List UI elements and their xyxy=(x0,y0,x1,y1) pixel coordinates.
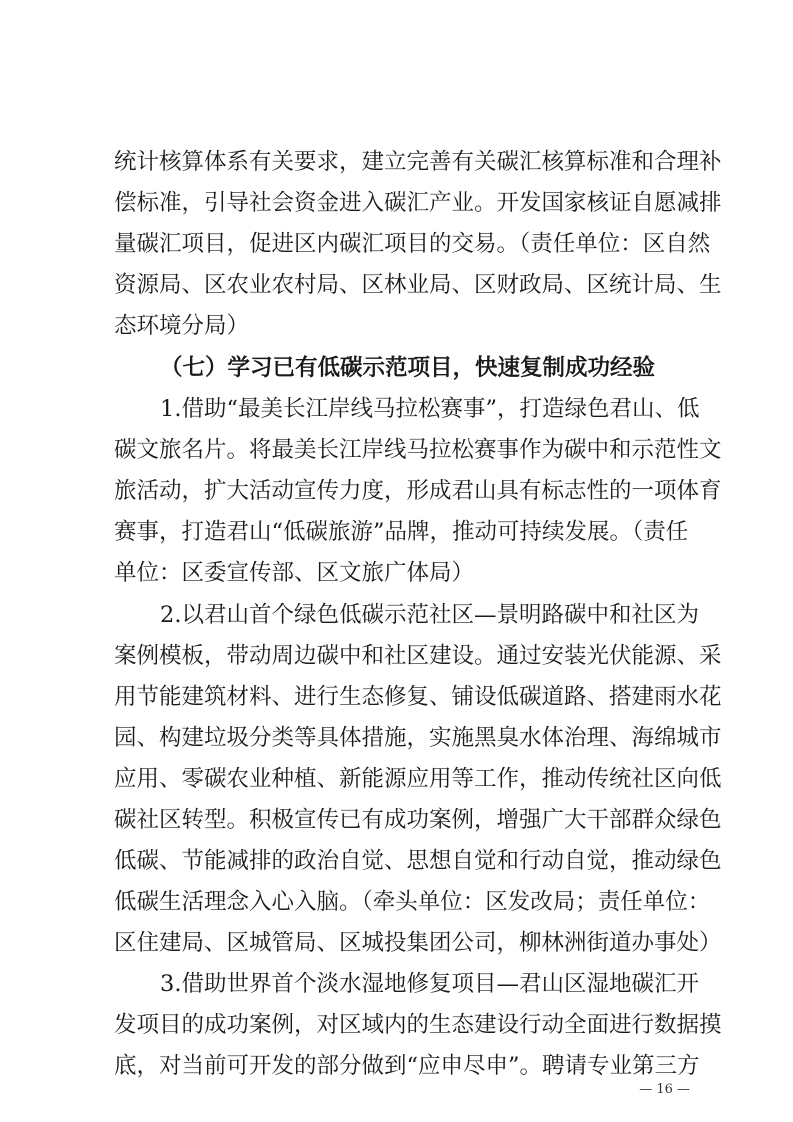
item-3-line: 发项目的成功案例，对区域内的生态建设行动全面进行数据摸 xyxy=(114,1012,722,1038)
item-1-line: 1.借助“最美长江岸线马拉松赛事”，打造绿色君山、低 xyxy=(160,396,700,422)
item-2-line: 区住建局、区城管局、区城投集团公司，柳林洲街道办事处） xyxy=(114,930,722,956)
item-3-line: 底，对当前可开发的部分做到“应申尽申”。聘请专业第三方 xyxy=(114,1053,700,1079)
section-heading: （七）学习已有低碳示范项目，快速复制成功经验 xyxy=(160,355,656,381)
paragraph-line: 统计核算体系有关要求，建立完善有关碳汇核算标准和合理补 xyxy=(114,149,722,175)
paragraph-line: 资源局、区农业农村局、区林业局、区财政局、区统计局、生 xyxy=(114,272,722,298)
item-2-line: 案例模板，带动周边碳中和社区建设。通过安装光伏能源、采 xyxy=(114,643,722,669)
paragraph-line: 态环境分局） xyxy=(114,313,250,339)
item-2-line: 园、构建垃圾分类等具体措施，实施黑臭水体治理、海绵城市 xyxy=(114,725,722,751)
item-1-line: 单位：区委宣传部、区文旅广体局） xyxy=(114,560,475,586)
page-number: — 16 — xyxy=(639,1082,690,1097)
item-2-line: 用节能建筑材料、进行生态修复、铺设低碳道路、搭建雨水花 xyxy=(114,684,722,710)
item-1-line: 碳文旅名片。将最美长江岸线马拉松赛事作为碳中和示范性文 xyxy=(114,437,722,463)
item-2-line: 应用、零碳农业种植、新能源应用等工作，推动传统社区向低 xyxy=(114,766,722,792)
item-2-line: 低碳生活理念入心入脑。（牵头单位：区发改局；责任单位： xyxy=(114,889,711,915)
paragraph-line: 量碳汇项目，促进区内碳汇项目的交易。（责任单位：区自然 xyxy=(114,231,711,257)
item-2-line: 2.以君山首个绿色低碳示范社区—景明路碳中和社区为 xyxy=(160,602,699,628)
item-3-line: 3.借助世界首个淡水湿地修复项目—君山区湿地碳汇开 xyxy=(160,971,699,997)
item-2-line: 碳社区转型。积极宣传已有成功案例，增强广大干部群众绿色 xyxy=(114,807,722,833)
item-1-line: 赛事，打造君山“低碳旅游”品牌，推动可持续发展。（责任 xyxy=(114,519,689,545)
item-1-line: 旅活动，扩大活动宣传力度，形成君山具有标志性的一项体育 xyxy=(114,478,722,504)
item-2-line: 低碳、节能减排的政治自觉、思想自觉和行动自觉，推动绿色 xyxy=(114,848,722,874)
paragraph-line: 偿标准，引导社会资金进入碳汇产业。开发国家核证自愿减排 xyxy=(114,190,722,216)
